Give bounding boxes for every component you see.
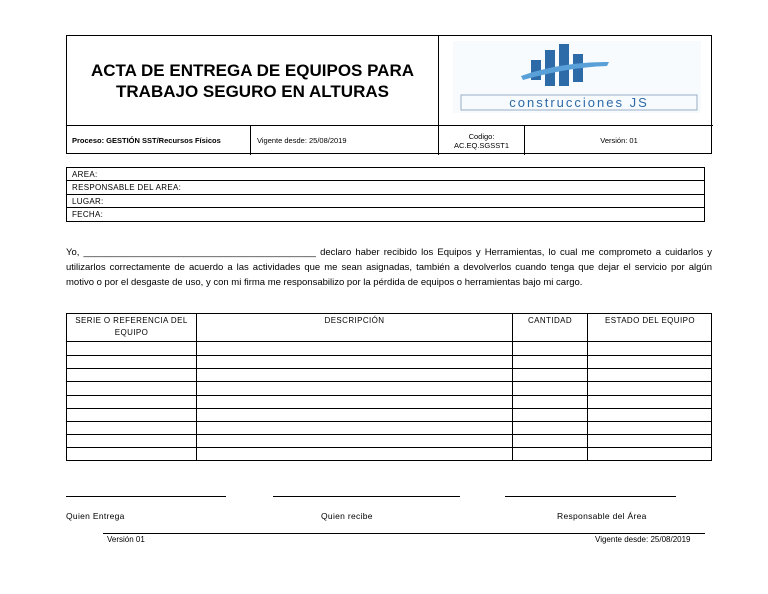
header-serial: SERIE O REFERENCIA DEL EQUIPO <box>75 316 188 337</box>
company-logo <box>439 36 713 125</box>
code-value: AC.EQ.SGSST1 <box>453 140 510 150</box>
header-quantity: CANTIDAD <box>527 316 573 325</box>
logo-wordmark: construcciones JS <box>509 95 649 110</box>
statement-paragraph: Yo, ____________________________________________ declaro haber recibido los Equipos y Herramientas, lo cual me comprometo a cuidarlos y utilizarlos correctamente de acuerdo a las actividades que me sean asignadas, también a devolverlos cuando tenga que dejar el servicio por algún motivo o por el desgaste de uso, y con mi firma me responsabilizo por la pérdida de equipos o herramientas bajo mi cargo. <box>66 247 712 288</box>
table-row[interactable] <box>67 447 711 448</box>
version-label: Versión: 01 <box>600 136 638 145</box>
signature-line-delivers[interactable] <box>66 496 226 497</box>
place-field[interactable]: LUGAR: <box>67 195 704 208</box>
header-description: DESCRIPCIÓN <box>324 316 385 325</box>
equipment-table <box>66 313 712 461</box>
footer-rule <box>103 533 705 534</box>
date-field[interactable]: FECHA: <box>72 209 104 219</box>
signature-label-delivers: Quien Entrega <box>66 511 125 521</box>
title-cell <box>67 36 439 125</box>
code-cell <box>439 126 525 155</box>
signature-label-receives: Quien recibe <box>321 511 373 521</box>
document-header <box>66 35 712 154</box>
process-label: Proceso: GESTIÓN SST/Recursos Físicos <box>67 126 251 155</box>
footer-version: Versión 01 <box>107 535 145 544</box>
signature-line-receives[interactable] <box>273 496 460 497</box>
table-row[interactable] <box>67 395 711 396</box>
meta-row <box>67 125 713 155</box>
table-row[interactable] <box>67 421 711 422</box>
info-box <box>66 167 705 222</box>
logo-graphic <box>439 36 713 125</box>
header-status: ESTADO DEL EQUIPO <box>605 316 695 325</box>
table-row[interactable] <box>67 355 711 356</box>
responsible-field[interactable]: RESPONSABLE DEL AREA: <box>67 181 704 194</box>
area-field[interactable]: AREA: <box>67 168 704 181</box>
table-row[interactable] <box>67 408 711 409</box>
row-divider <box>67 341 711 342</box>
signature-label-area-responsible: Responsable del Área <box>557 511 647 521</box>
table-row[interactable] <box>67 368 711 369</box>
signature-line-area-responsible[interactable] <box>505 496 676 497</box>
footer-valid-from: Vigente desde: 25/08/2019 <box>595 535 691 544</box>
valid-from-label: Vigente desde: 25/08/2019 <box>251 126 439 155</box>
code-label: Codigo: <box>468 131 495 141</box>
table-row[interactable] <box>67 434 711 435</box>
document-title: ACTA DE ENTREGA DE EQUIPOS PARA TRABAJO SEGURO EN ALTURAS <box>90 60 415 101</box>
table-row[interactable] <box>67 381 711 382</box>
